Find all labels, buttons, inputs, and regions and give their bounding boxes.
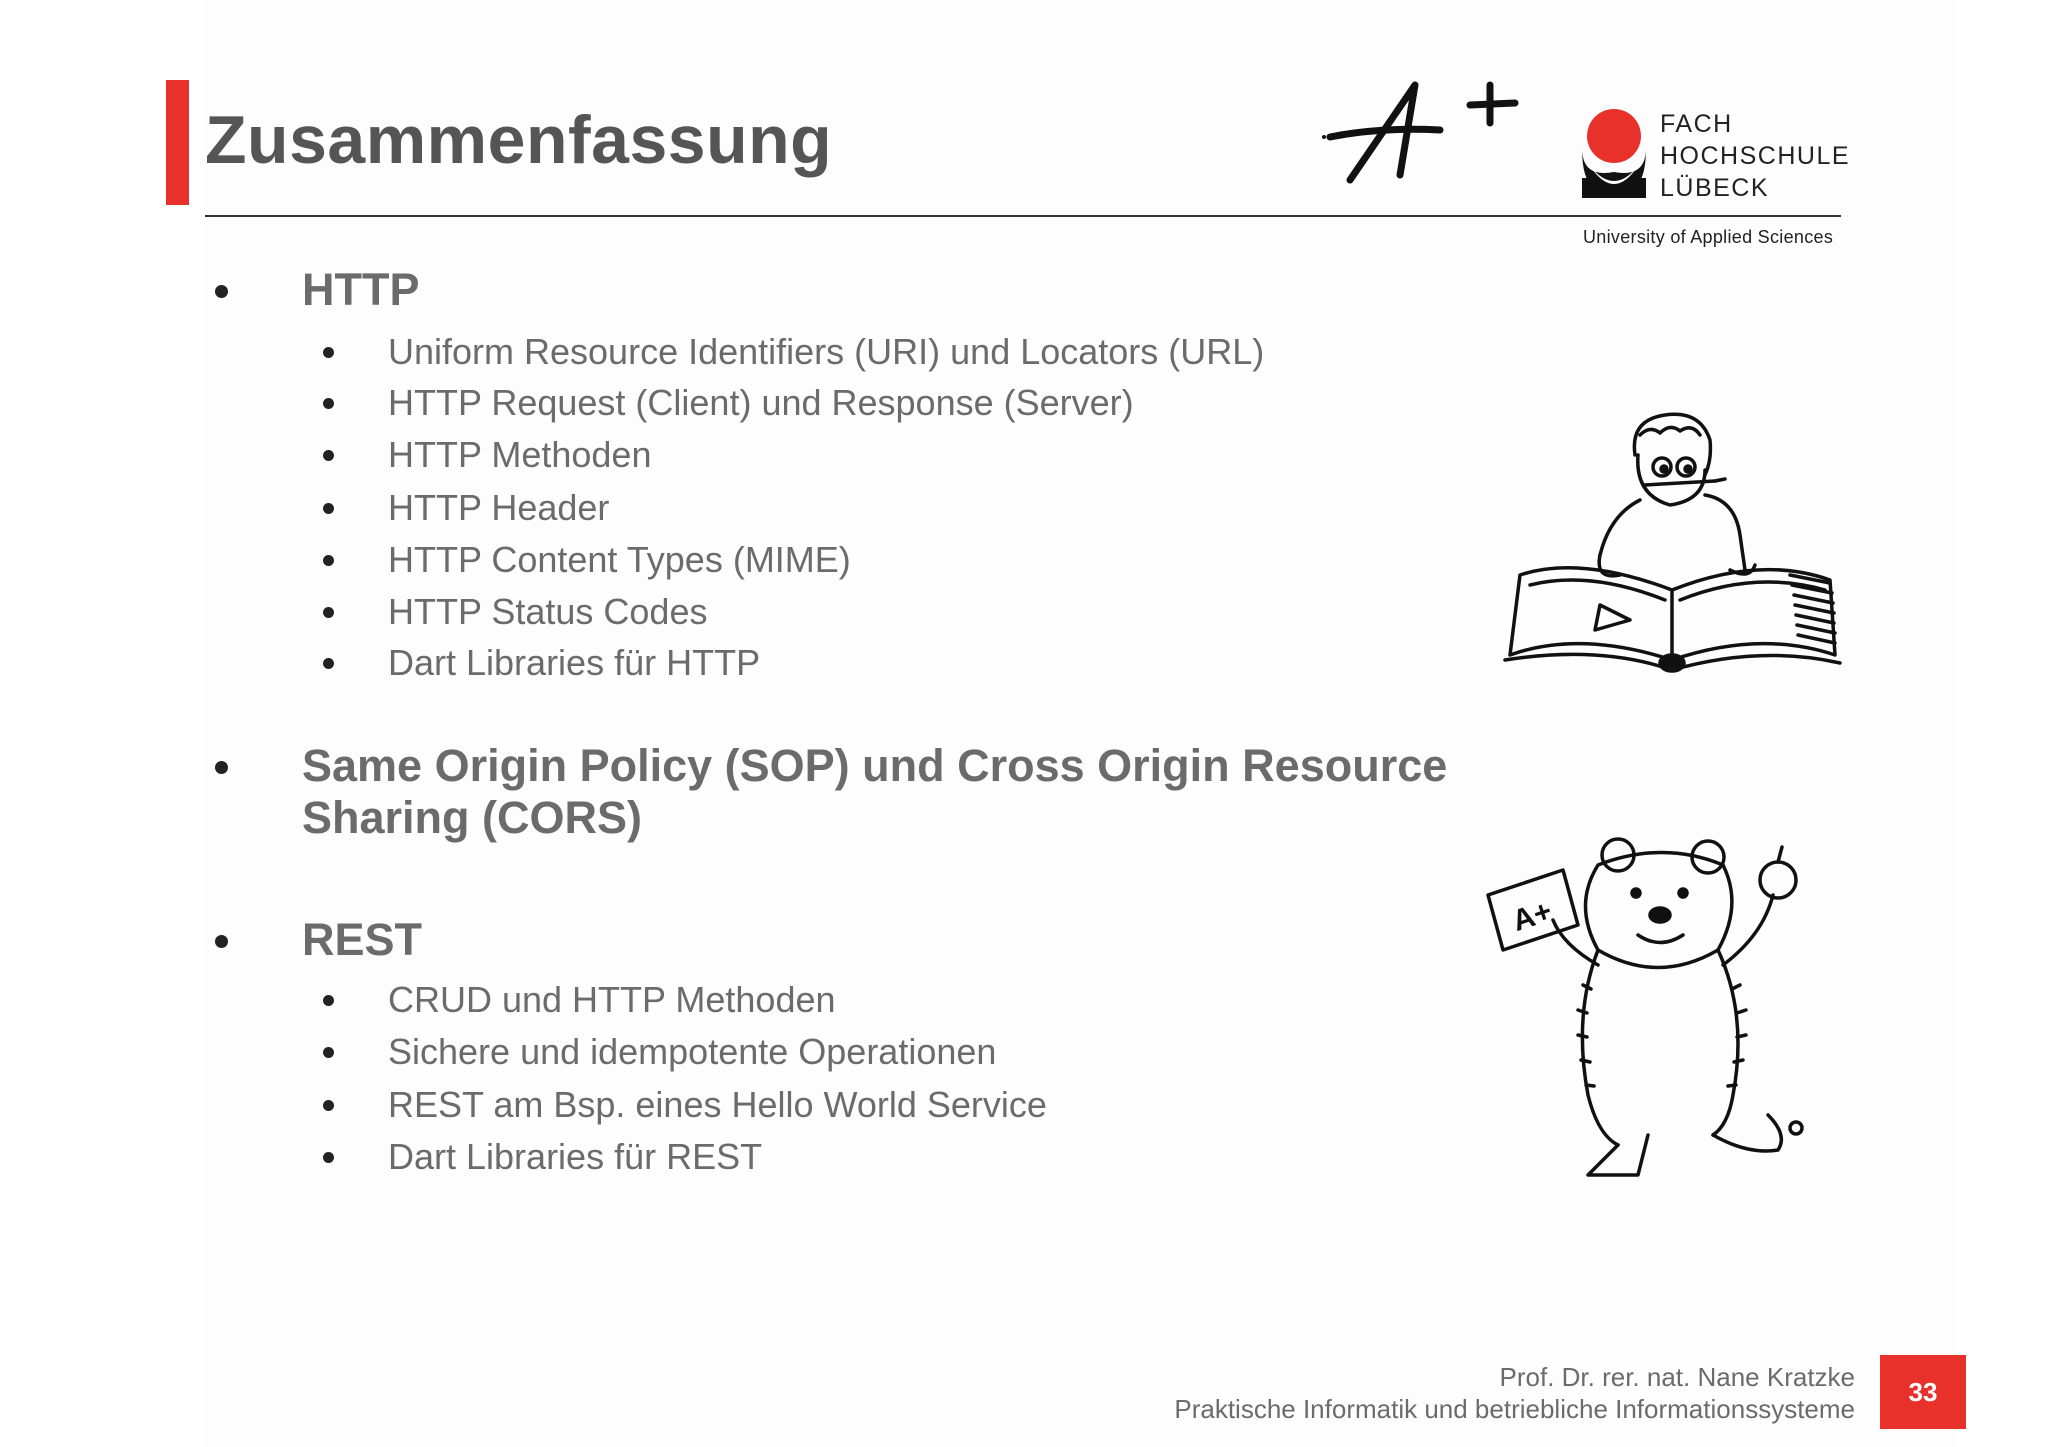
list-item: Dart Libraries für HTTP: [388, 642, 761, 683]
fh-luebeck-logo-icon: [1580, 108, 1670, 200]
section-label-sop-line2: Sharing (CORS): [302, 792, 643, 843]
bullet-icon: [323, 347, 334, 358]
bullet-icon: [215, 935, 228, 948]
list-item: REST am Bsp. eines Hello World Service: [388, 1084, 1047, 1125]
slide-background: [205, 0, 1955, 1447]
section-label-http: HTTP: [302, 264, 420, 315]
bullet-icon: [323, 503, 334, 514]
bullet-icon: [323, 398, 334, 409]
fh-logo-line2: HOCHSCHULE: [1660, 142, 1851, 170]
bullet-icon: [215, 761, 228, 774]
bullet-icon: [323, 555, 334, 566]
aplus-logo-icon: [1320, 75, 1530, 200]
title-accent-bar: [166, 80, 189, 205]
list-item: HTTP Header: [388, 487, 610, 528]
title-divider: [205, 215, 1841, 217]
bear-holding-aplus-illustration: [1478, 835, 1818, 1180]
bullet-icon: [323, 450, 334, 461]
section-label-sop-line1: Same Origin Policy (SOP) und Cross Origin Resource: [302, 740, 1448, 791]
boy-reading-book-illustration: [1500, 405, 1845, 675]
list-item: CRUD und HTTP Methoden: [388, 979, 836, 1020]
fh-logo-line1: FACH: [1660, 110, 1733, 138]
list-item: Uniform Resource Identifiers (URI) und Locators (URL): [388, 331, 1265, 372]
list-item: Sichere und idempotente Operationen: [388, 1031, 997, 1072]
fh-logo-text: [1660, 108, 1850, 204]
bullet-icon: [215, 285, 228, 298]
slide-title: Zusammenfassung: [205, 102, 833, 178]
bullet-icon: [323, 607, 334, 618]
bullet-icon: [323, 1100, 334, 1111]
list-item: HTTP Request (Client) und Response (Server): [388, 382, 1134, 423]
footer-author: Prof. Dr. rer. nat. Nane Kratzke: [1499, 1362, 1855, 1392]
bullet-icon: [323, 1047, 334, 1058]
fh-logo-subtitle: University of Applied Sciences: [1583, 227, 1834, 247]
page-number: 33: [1908, 1376, 1938, 1407]
section-label-rest: REST: [302, 914, 423, 965]
fh-logo-line3: LÜBECK: [1660, 174, 1770, 202]
page-number-badge: [1880, 1355, 1966, 1429]
bullet-icon: [323, 1152, 334, 1163]
list-item: HTTP Methoden: [388, 434, 652, 475]
bullet-icon: [323, 995, 334, 1006]
list-item: HTTP Content Types (MIME): [388, 539, 851, 580]
bullet-icon: [323, 658, 334, 669]
list-item: HTTP Status Codes: [388, 591, 708, 632]
list-item: Dart Libraries für REST: [388, 1136, 763, 1177]
bear-sign-text: A+: [1508, 894, 1556, 939]
footer-course: Praktische Informatik und betriebliche Informationssysteme: [1174, 1394, 1855, 1424]
